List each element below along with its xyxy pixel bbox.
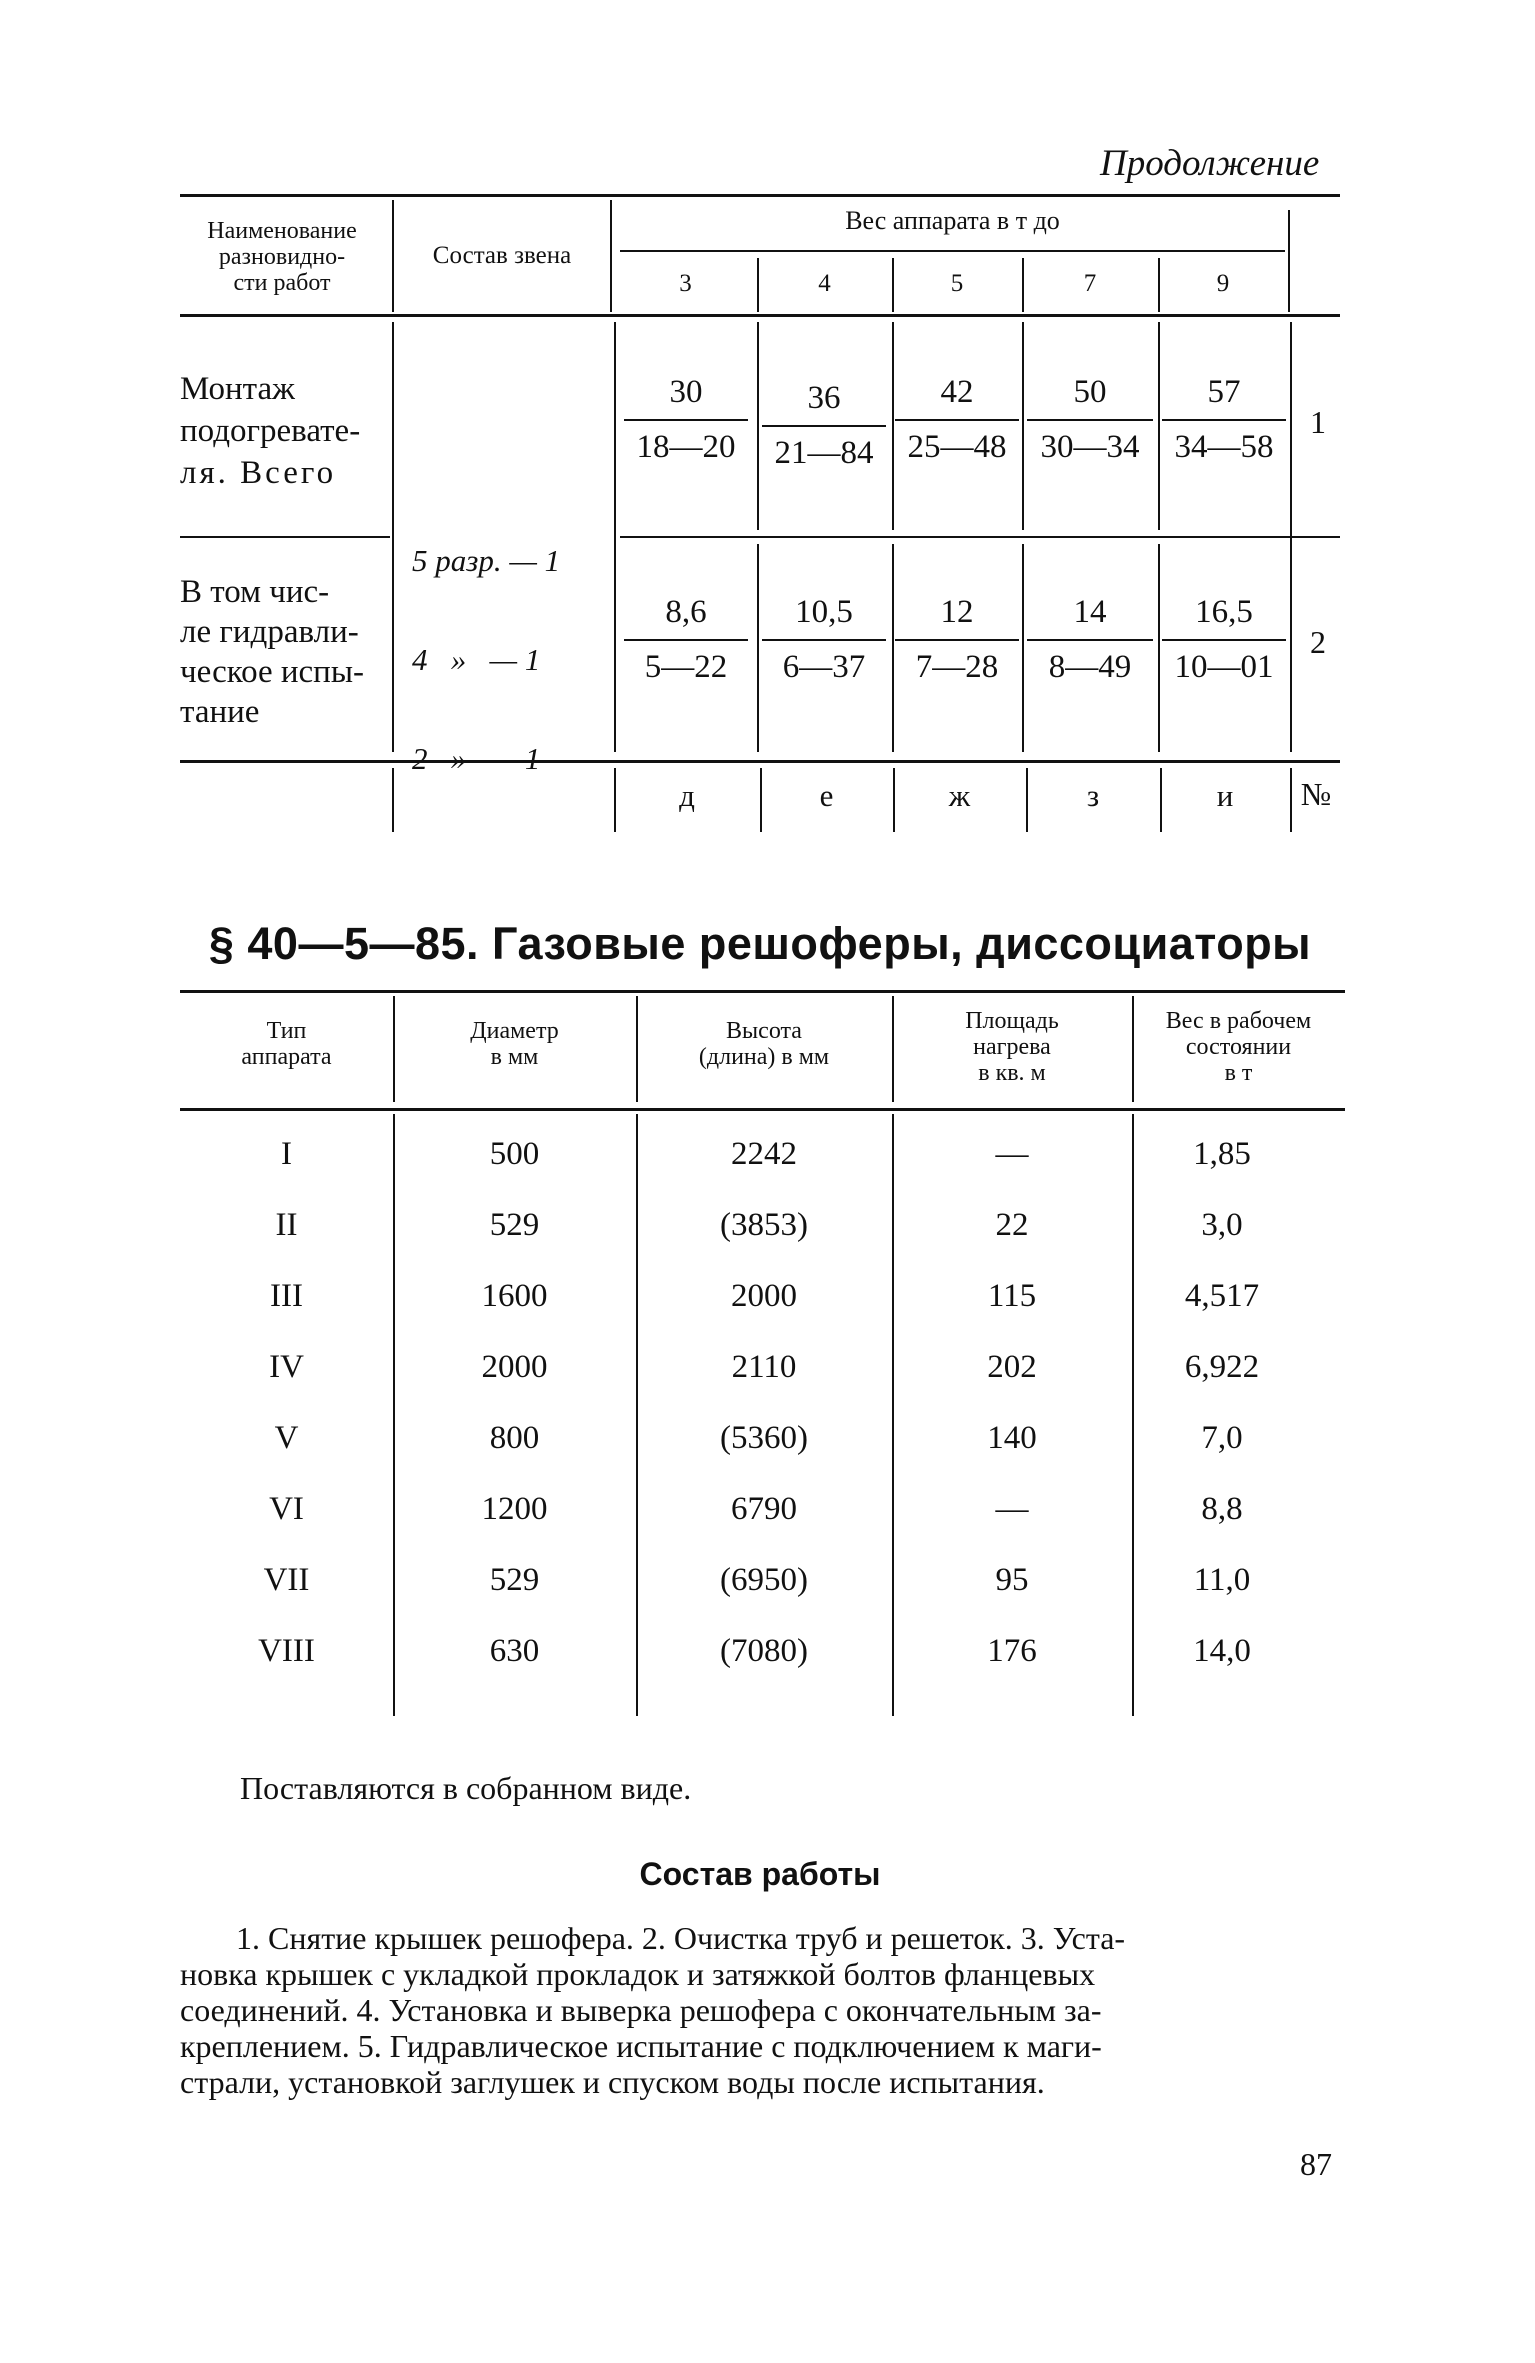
value-denominator: 25—48 <box>907 429 1007 465</box>
table-row <box>180 1491 1345 1562</box>
table1-vrule <box>614 322 616 752</box>
table1-weight-rule <box>620 250 1285 252</box>
table2-header-height <box>636 1018 892 1070</box>
cell-diameter: 500 <box>489 1136 540 1172</box>
row2-name-line: ле гидравли- <box>180 614 359 650</box>
table-row <box>180 1278 1345 1349</box>
value-numerator: 10,5 <box>762 594 886 641</box>
value-denominator: 5—22 <box>644 649 728 685</box>
cell-type: VII <box>263 1562 310 1598</box>
cell-diameter: 1200 <box>481 1491 548 1527</box>
cell-type: VI <box>269 1491 304 1527</box>
table1-vrule <box>1290 322 1292 752</box>
page-number: 87 <box>1300 2146 1332 2182</box>
crew-line: 2 » — 1 <box>412 741 541 776</box>
table2-header-rule <box>180 1108 1345 1111</box>
cell-diameter: 1600 <box>481 1278 548 1314</box>
table1-vrule <box>892 544 894 752</box>
header-line: состоянии <box>1185 1034 1292 1060</box>
row1-value <box>624 374 748 466</box>
work-line: креплением. 5. Гидравлическое испытание с подключением к маги- <box>180 2028 1102 2064</box>
table1-weight-9: 9 <box>1216 270 1230 297</box>
row1-number: 1 <box>1310 404 1326 440</box>
table1-weight-3: 3 <box>679 270 692 297</box>
footer-letter: и <box>1216 778 1234 813</box>
footer-letter: ж <box>948 778 971 813</box>
footer-letter: з <box>1086 778 1100 813</box>
table1-row-rule-right <box>620 536 1340 538</box>
cell-type: I <box>281 1136 292 1172</box>
cell-area: 22 <box>995 1207 1029 1243</box>
row2-value <box>1027 594 1153 686</box>
table1-vrule <box>1158 322 1160 530</box>
header-line: Тип <box>266 1018 307 1044</box>
table1-header-rule <box>180 314 1340 317</box>
header-line: Высота <box>726 1018 802 1044</box>
row1-name-line: подогревате- <box>180 413 361 449</box>
table-row <box>180 1349 1345 1420</box>
cell-height: (5360) <box>720 1420 808 1456</box>
table2-body <box>180 1136 1345 1704</box>
cell-type: VIII <box>258 1633 315 1669</box>
table2-header-weight <box>1132 1008 1345 1086</box>
table1-vrule <box>757 322 759 530</box>
cell-weight: 3,0 <box>1201 1207 1243 1243</box>
value-numerator: 8,6 <box>624 594 748 641</box>
table1-weight-4: 4 <box>818 270 831 297</box>
crew-line: 4 » — 1 <box>412 642 541 677</box>
work-description <box>180 1920 1340 2100</box>
header-line: аппарата <box>241 1044 332 1070</box>
value-denominator: 34—58 <box>1174 429 1274 465</box>
value-numerator: 50 <box>1027 374 1153 421</box>
cell-weight: 8,8 <box>1201 1491 1243 1527</box>
cell-type: II <box>275 1207 298 1243</box>
value-numerator: 14 <box>1027 594 1153 641</box>
table1-header-name <box>172 218 392 296</box>
footer-letter: е <box>819 778 834 813</box>
header-line: Диаметр <box>470 1018 559 1044</box>
footer-letter: д <box>679 778 695 813</box>
header-line: Вес в рабочем <box>1165 1008 1312 1034</box>
value-denominator: 7—28 <box>915 649 999 685</box>
row2-name <box>180 572 364 732</box>
cell-diameter: 529 <box>489 1562 540 1598</box>
cell-weight: 1,85 <box>1193 1136 1251 1172</box>
value-denominator: 30—34 <box>1040 429 1140 465</box>
row2-name-line: тание <box>180 694 260 730</box>
cell-weight: 14,0 <box>1193 1633 1251 1669</box>
work-title: Состав работы <box>639 1856 881 1892</box>
work-line: новка крышек с укладкой прокладок и затяжкой болтов фланцевых <box>180 1956 1096 1992</box>
table1-bottom-rule <box>180 760 1340 763</box>
work-line: 1. Снятие крышек решофера. 2. Очистка труб и решеток. 3. Уста- <box>236 1920 1126 1956</box>
section-title: § 40—5—85. Газовые решоферы, диссоциаторы <box>208 918 1312 969</box>
row2-name-line: В том чис- <box>180 574 330 610</box>
value-denominator: 10—01 <box>1174 649 1274 685</box>
table-row <box>180 1562 1345 1633</box>
cell-height: (7080) <box>720 1633 808 1669</box>
cell-area: — <box>995 1136 1029 1172</box>
row1-value <box>1162 374 1286 466</box>
table1-header-weight-group: Вес аппарата в т до <box>845 206 1060 235</box>
row2-value <box>1162 594 1286 686</box>
crew-composition <box>412 478 560 841</box>
work-line: страли, установкой заглушек и спуском воды после испытания. <box>180 2064 1045 2100</box>
table1-vrule <box>392 768 394 832</box>
table1-weight-7: 7 <box>1083 270 1097 297</box>
row1-name-line: ля. Всего <box>180 455 337 491</box>
footer-number-sign: № <box>1300 776 1332 812</box>
table-row <box>180 1207 1345 1278</box>
cell-height: (3853) <box>720 1207 808 1243</box>
cell-type: IV <box>269 1349 304 1385</box>
table1-vrule <box>1288 210 1290 312</box>
header-line: нагрева <box>973 1034 1051 1060</box>
table1-top-rule <box>180 194 1340 197</box>
cell-height: (6950) <box>720 1562 808 1598</box>
table1-vrule <box>757 544 759 752</box>
value-numerator: 57 <box>1162 374 1286 421</box>
row1-value <box>1027 374 1153 466</box>
table-row <box>180 1633 1345 1704</box>
header-line: в т <box>1224 1060 1253 1086</box>
table2-header-type <box>180 1018 393 1070</box>
table-row <box>180 1420 1345 1491</box>
cell-area: 176 <box>987 1633 1037 1669</box>
cell-weight: 4,517 <box>1184 1278 1260 1314</box>
row2-name-line: ческое испы- <box>180 654 364 690</box>
value-numerator: 36 <box>762 380 886 427</box>
table1-vrule <box>1022 544 1024 752</box>
cell-area: — <box>995 1491 1029 1527</box>
cell-diameter: 529 <box>489 1207 540 1243</box>
cell-area: 95 <box>995 1562 1029 1598</box>
cell-diameter: 2000 <box>481 1349 548 1385</box>
value-numerator: 42 <box>895 374 1019 421</box>
header-line: (длина) в мм <box>698 1044 830 1070</box>
cell-height: 6790 <box>731 1491 797 1527</box>
value-numerator: 30 <box>624 374 748 421</box>
value-numerator: 16,5 <box>1162 594 1286 641</box>
cell-diameter: 630 <box>489 1633 540 1669</box>
table1-vrule <box>392 322 394 752</box>
cell-area: 202 <box>987 1349 1037 1385</box>
header-line: разновидно- <box>218 244 346 270</box>
cell-diameter: 800 <box>489 1420 540 1456</box>
table2-top-rule <box>180 990 1345 993</box>
continuation-label: Продолжение <box>1100 143 1320 184</box>
table-row <box>180 1136 1345 1207</box>
crew-line: 5 разр. — 1 <box>412 543 561 578</box>
value-numerator: 12 <box>895 594 1019 641</box>
cell-weight: 11,0 <box>1193 1562 1251 1598</box>
header-line: в мм <box>490 1044 539 1070</box>
row2-number: 2 <box>1310 624 1326 660</box>
table1-vrule <box>1158 544 1160 752</box>
cell-weight: 7,0 <box>1201 1420 1243 1456</box>
value-denominator: 18—20 <box>636 429 736 465</box>
table2-header-diameter <box>393 1018 636 1070</box>
cell-type: V <box>274 1420 299 1456</box>
table2-header-area <box>892 1008 1132 1086</box>
header-line: Наименование <box>207 218 357 244</box>
table1-row-rule-left <box>180 536 390 538</box>
row1-value <box>762 380 886 472</box>
table1-weight-5: 5 <box>950 270 964 297</box>
value-denominator: 8—49 <box>1048 649 1132 685</box>
work-line: соединений. 4. Установка и выверка решофера с окончательным за- <box>180 1992 1102 2028</box>
cell-weight: 6,922 <box>1184 1349 1260 1385</box>
row1-name-line: Монтаж <box>180 371 295 407</box>
cell-area: 140 <box>987 1420 1037 1456</box>
header-line: Площадь <box>965 1008 1059 1034</box>
delivery-note: Поставляются в собранном виде. <box>240 1770 692 1806</box>
row1-value <box>895 374 1019 466</box>
header-line: сти работ <box>233 270 331 296</box>
cell-height: 2000 <box>731 1278 797 1314</box>
row2-value <box>762 594 886 686</box>
table1-header-crew: Состав звена <box>432 242 572 269</box>
value-denominator: 21—84 <box>774 435 874 471</box>
table1-vrule <box>610 200 612 312</box>
header-line: в кв. м <box>978 1060 1046 1086</box>
cell-area: 115 <box>987 1278 1037 1314</box>
cell-height: 2242 <box>731 1136 797 1172</box>
value-denominator: 6—37 <box>782 649 866 685</box>
table1-vrule <box>892 322 894 530</box>
row2-value <box>624 594 748 686</box>
table1-vrule <box>1022 322 1024 530</box>
row1-name <box>180 368 360 494</box>
cell-height: 2110 <box>731 1349 797 1385</box>
cell-type: III <box>270 1278 303 1314</box>
row2-value <box>895 594 1019 686</box>
